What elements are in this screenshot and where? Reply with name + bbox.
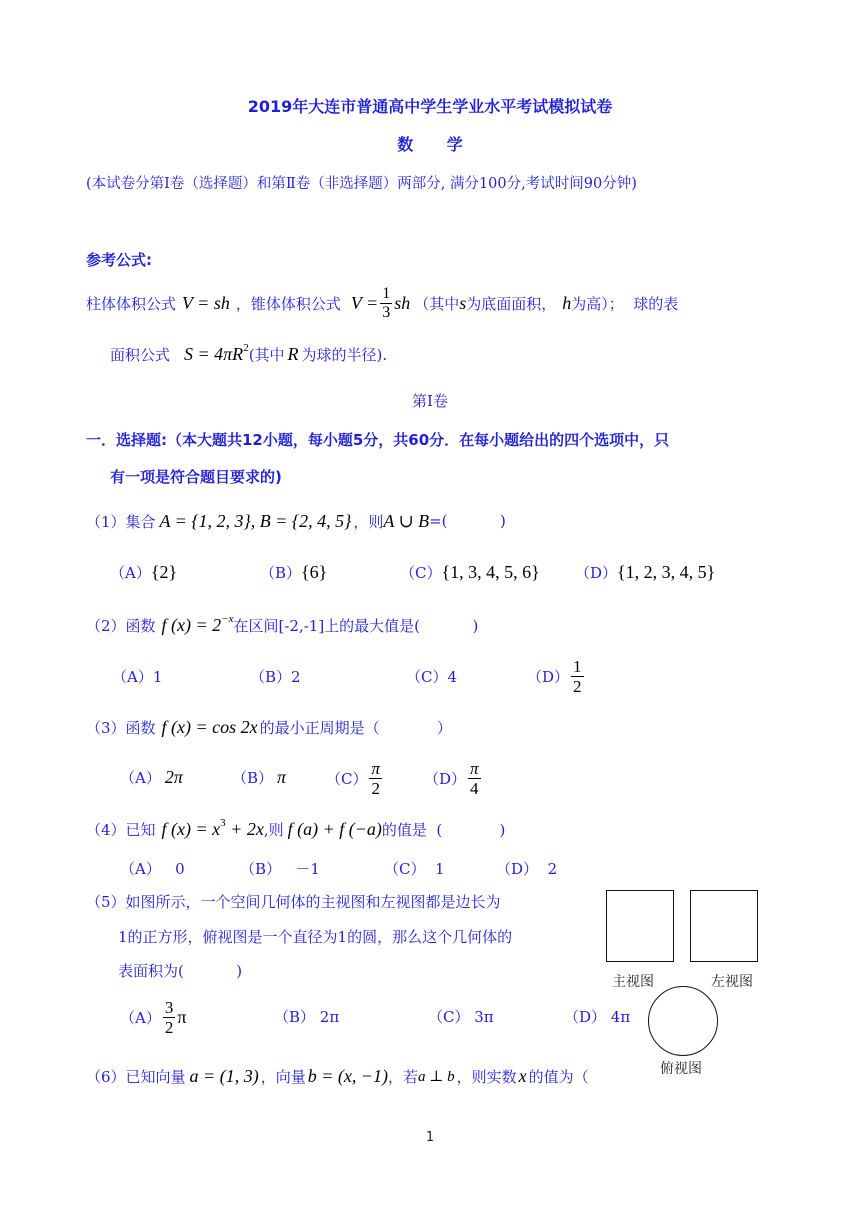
q2-option-a: （A）1 bbox=[112, 668, 163, 686]
q5-option-c: （C） 3π bbox=[428, 1008, 494, 1026]
q1-option-c: （C） {1, 3, 4, 5, 6} bbox=[400, 561, 540, 582]
q5-option-d: （D） 4π bbox=[564, 1008, 631, 1026]
left-view-label: 左视图 bbox=[711, 974, 753, 990]
formula-line-1: 柱体体积公式 V = sh ，锥体体积公式 V = $\frac{1}{3}$ sh （其中 s 为底面面积， h 为高）； 球的表 bbox=[86, 284, 679, 321]
q1-option-b: （B） {6} bbox=[260, 561, 328, 582]
exam-note: (本试卷分第Ⅰ卷（选择题）和第Ⅱ卷（非选择题）两部分, 满分100分,考试时间90分钟) bbox=[86, 176, 637, 192]
one-third-fraction: $\frac{1}{3}$ bbox=[382, 284, 391, 321]
q2-option-d: （D） $\frac{1}{2}$ bbox=[527, 656, 582, 696]
q5-option-a: （A） $\frac{3}{2}$ π bbox=[120, 997, 187, 1037]
q2-option-c: （C）4 bbox=[406, 668, 458, 686]
q4-option-b: （B） －1 bbox=[240, 860, 320, 878]
q2-option-b: （B）2 bbox=[250, 668, 301, 686]
cylinder-volume-formula: V = sh bbox=[182, 292, 230, 313]
question-3: （3）函数 f (x) = cos 2x 的最小正周期是（ ） bbox=[86, 716, 452, 737]
q3-option-d: （D） $\frac{\pi}{4}$ bbox=[424, 758, 479, 798]
volume-one-label: 第Ⅰ卷 bbox=[412, 392, 448, 410]
q3-option-b: （B） π bbox=[232, 766, 287, 787]
question-1: （1）集合 A = {1, 2, 3}, B = {2, 4, 5} ，则 A ∪ B =( ) bbox=[86, 510, 506, 531]
subject-title: 数 学 bbox=[397, 135, 463, 154]
formula-line-2: 面积公式 S = 4πR $^2$ (其中 R 为球的半径). bbox=[110, 342, 388, 364]
top-view-label: 俯视图 bbox=[660, 1061, 702, 1077]
q5-option-b: （B） 2π bbox=[274, 1008, 340, 1026]
front-view-label: 主视图 bbox=[612, 974, 654, 990]
q1-option-d: （D） {1, 2, 3, 4, 5} bbox=[575, 561, 716, 582]
q3-option-c: （C） $\frac{\pi}{2}$ bbox=[326, 758, 381, 798]
section-heading-line-1: 一．选择题:（本大题共12小题，每小题5分，共60分．在每小题给出的四个选项中，只 bbox=[86, 431, 670, 449]
q4-option-a: （A） 0 bbox=[120, 860, 185, 878]
question-6: （6）已知向量 a = (1, 3) ，向量 b = (x, −1) ，若 a ⊥ b ，则实数 x 的值为（ bbox=[86, 1065, 589, 1086]
question-5-line-2: 1的正方形，俯视图是一个直径为1的圆，那么这个几何体的 bbox=[118, 928, 513, 946]
left-view-square bbox=[690, 890, 758, 962]
question-4: （4）已知 f (x) = x $^3$ + 2x ,则 f (a) + f (−a) 的值是 ( ) bbox=[86, 817, 506, 839]
question-5-line-3: 表面积为( ) bbox=[118, 962, 243, 980]
section-heading-line-2: 有一项是符合题目要求的) bbox=[110, 468, 282, 486]
page-number: 1 bbox=[425, 1130, 435, 1145]
front-view-square bbox=[606, 890, 674, 962]
exam-title: 2019年大连市普通高中学生学业水平考试模拟试卷 bbox=[247, 97, 613, 116]
sphere-area-formula: S = 4πR bbox=[184, 343, 244, 364]
q4-option-d: （D） 2 bbox=[496, 860, 558, 878]
q3-option-a: （A） 2π bbox=[120, 766, 183, 787]
question-5-line-1: （5）如图所示，一个空间几何体的主视图和左视图都是边长为 bbox=[86, 893, 501, 911]
formula-heading: 参考公式: bbox=[86, 251, 152, 269]
top-view-circle bbox=[648, 986, 718, 1056]
q4-option-c: （C） 1 bbox=[384, 860, 445, 878]
question-2: （2）函数 f (x) = 2 $^{-x}$ 在区间[-2,-1]上的最大值是( ) bbox=[86, 613, 479, 635]
q1-option-a: （A） {2} bbox=[110, 561, 178, 582]
